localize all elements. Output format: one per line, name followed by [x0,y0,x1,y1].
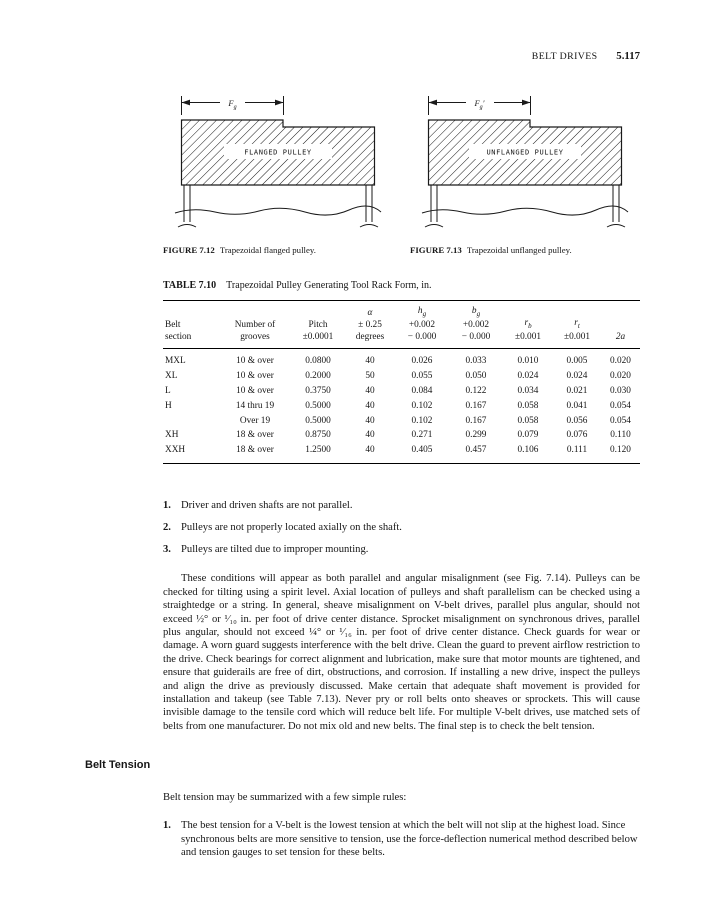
table-cell: 0.005 [566,356,588,367]
figure-caption-label: FIGURE 7.12 [163,245,215,255]
header-symbol: b [471,305,477,316]
table-cell: 0.106 [517,445,539,456]
table-cell: XH [165,430,179,441]
table-cell: 0.024 [566,370,588,381]
figure-caption-label: FIGURE 7.13 [410,245,462,255]
table-cell: 1.2500 [305,445,331,456]
header-line: Pitch [308,319,328,330]
col-belt-section [163,300,219,348]
table-cell: 0.024 [517,370,539,381]
col-bg [449,300,503,348]
table-cell: 0.058 [517,400,539,411]
table-cell: 0.050 [465,370,487,381]
table-cell: 0.271 [411,430,433,441]
list-item [163,498,640,513]
list-number: 1. [163,500,171,512]
table-cell: 0.020 [610,370,631,381]
header-subscript: t [577,321,580,330]
main-paragraph: These conditions will appear as both parallel and angular misalignment (see Fig. 7.14). Pulleys can be checked for tilting using a spirit level. Axial location of pulleys and shaft parallelism can be checked using a straightedge or a string. In general, sheave misalignment on V-belt drives, parallel plus angular, should not exceed ½° or ¹⁄₁₀ in. per foot of drive center distance. Sprocket misalignment on synchronous drives, parallel plus angular, should not exceed ¼° or ¹⁄₁₆ in. per foot of drive center distance. Check guards for wear or damage. A worn guard suggests interference with the belt drive. Clean the guard to prevent airflow restriction to the drive. Check bearings for correct alignment and lubrication, make sure that motor mounts are tightened, and ensure that guiderails are free of dirt, obstructions, and corrosion. If installing a new drive, inspect the pulleys and align the drive as previously discussed. Make certain that adequate shaft movement is provided for installation and takeup (see Table 7.13). Never pry or roll belts onto sheaves or sprockets. This will cause invisible damage to the tensile cord which will reduce belt life. For multiple V-belt drives, use matched sets of belts from one manufacturer. Do not mix old and new belts. The final step is to check the belt tension. [163,573,640,732]
dimension-symbol: F [228,98,234,108]
table-cell: MXL [165,356,186,367]
dimension-subscript: g [233,104,237,111]
header-symbol: h [417,305,423,316]
unflanged-pulley-drawing [410,80,640,232]
table-cell: 0.167 [465,400,487,411]
flanged-pulley-drawing [163,80,393,232]
table-cell: 18 & over [236,445,274,456]
table-cell: 14 thru 19 [235,400,275,411]
table-cell: 18 & over [236,430,274,441]
header-symbol: 2a [615,332,626,343]
running-header [0,0,718,62]
table-cell: 0.084 [411,385,433,396]
header-line: grooves [240,332,270,343]
table-cell: 0.120 [610,445,631,456]
table-cell: 0.111 [566,445,588,456]
table-row [163,413,640,428]
table-cell: 40 [365,385,375,396]
table-cell: 50 [365,370,375,381]
list-item [163,819,640,860]
list-text: The best tension for a V-belt is the lowest tension at which the belt will not slip at the highest load. Since synchronous belts are more sensitive to tension, use the force-deflection numerical method described below and tension gauges to set tension for these belts. [181,820,638,859]
header-line: +0.002 [462,319,490,330]
page-number: 5.117 [616,50,640,62]
hub-break-lines [422,185,628,227]
dimension-prime: ′ [482,98,485,108]
col-rb [503,300,553,348]
table-cell: L [165,385,171,396]
table-row [163,349,640,369]
table-cell: 0.167 [465,415,487,426]
figure-caption-text: Trapezoidal flanged pulley. [219,245,316,255]
table-block [163,280,640,464]
header-line: ±0.0001 [302,332,334,343]
table-cell: 0.054 [610,400,631,411]
header-line: Belt [165,319,181,330]
list-text: Driver and driven shafts are not parallel. [181,500,353,512]
header-line: section [165,332,192,343]
table-cell: 0.110 [610,430,631,441]
col-hg [395,300,449,348]
figure-caption-text: Trapezoidal unflanged pulley. [466,245,572,255]
header-symbol: r [524,318,529,329]
dimension-symbol: F [474,98,480,108]
col-2a [601,300,640,348]
figure-caption [410,245,640,256]
list-number: 1. [163,820,171,832]
rack-form-table [163,300,640,464]
table-cell: 0.2000 [305,370,331,381]
header-subscript: g [476,309,481,318]
break-wave [422,206,628,215]
table-cell: 40 [365,430,375,441]
table-cell: XXH [165,445,186,456]
table-cell: 40 [365,400,375,411]
table-row [163,443,640,464]
hub-break-lines [175,185,381,227]
figure-unflanged-pulley [410,80,640,256]
table-cell: 0.8750 [305,430,331,441]
table-cell [163,413,219,428]
list-text: Pulleys are tilted due to improper mounting. [181,544,369,556]
section-body [163,792,640,860]
figure-caption [163,245,393,256]
pulley-label: FLANGED PULLEY [244,148,312,157]
table-cell: 0.299 [465,430,487,441]
table-cell: 0.026 [411,356,433,367]
col-alpha [345,300,395,348]
col-rt [553,300,601,348]
table-cell: 0.0800 [305,356,331,367]
col-number-of-grooves [219,300,291,348]
table-title [163,280,640,291]
header-line: − 0.000 [461,332,491,343]
table-cell: 0.058 [517,415,539,426]
figure-flanged-pulley [163,80,393,256]
table-cell: 10 & over [236,385,274,396]
table-cell: 0.405 [411,445,433,456]
table-cell: 0.030 [610,385,631,396]
table-cell: 0.034 [517,385,539,396]
table-cell: 0.041 [566,400,588,411]
table-cell: 0.021 [566,385,588,396]
header-line: ±0.001 [514,332,542,343]
header-line: Number of [234,319,276,330]
table-cell: 0.079 [517,430,539,441]
pulley-label: UNFLANGED PULLEY [486,148,564,157]
header-subscript: b [528,321,532,330]
body-column [163,80,640,733]
table-row [163,398,640,413]
table-name: Trapezoidal Pulley Generating Tool Rack Form, in. [226,279,432,291]
table-cell: 0.076 [566,430,588,441]
header-line: − 0.000 [407,332,437,343]
table-cell: 40 [365,356,375,367]
running-title: BELT DRIVES [531,51,598,62]
figures-row [163,80,640,256]
break-wave [175,206,381,215]
table-cell: 0.102 [411,400,433,411]
table-cell: 0.457 [465,445,487,456]
header-symbol: α [367,307,373,318]
table-cell: 0.5000 [305,415,331,426]
section-heading-belt-tension: Belt Tension [85,759,151,772]
list-item [163,520,640,535]
table-cell: 0.054 [610,415,631,426]
table-cell: 10 & over [236,370,274,381]
table-cell: 0.5000 [305,400,331,411]
header-subscript: g [422,309,427,318]
header-line: +0.002 [408,319,436,330]
table-header-row [163,300,640,348]
table-cell: 0.102 [411,415,433,426]
header-symbol: r [574,318,578,329]
list-number: 3. [163,544,171,556]
col-pitch [291,300,345,348]
header-line: ± 0.25 [358,319,382,330]
table-cell: XL [165,370,178,381]
dimension-subscript: g [479,104,483,111]
section-intro: Belt tension may be summarized with a few simple rules: [163,792,407,804]
table-cell: 0.010 [517,356,539,367]
table-cell: 0.020 [610,356,631,367]
conditions-list [163,498,640,557]
table-row [163,428,640,443]
page-content [85,80,640,860]
table-cell: 0.056 [566,415,588,426]
table-cell: 0.055 [411,370,433,381]
table-cell: Over 19 [239,415,271,426]
table-body [163,349,640,464]
header-line: ±0.001 [563,332,591,343]
list-text: Pulleys are not properly located axially on the shaft. [181,522,402,534]
list-item [163,542,640,557]
table-row [163,383,640,398]
table-cell: 0.122 [465,385,487,396]
table-row [163,369,640,384]
table-cell: H [165,400,172,411]
header-line: degrees [355,332,385,343]
table-cell: 0.3750 [305,385,331,396]
table-cell: 40 [365,445,375,456]
rules-list [163,819,640,860]
table-cell: 10 & over [236,356,274,367]
table-label: TABLE 7.10 [163,279,217,291]
table-cell: 0.033 [465,356,487,367]
table-cell: 40 [365,415,375,426]
list-number: 2. [163,522,171,534]
